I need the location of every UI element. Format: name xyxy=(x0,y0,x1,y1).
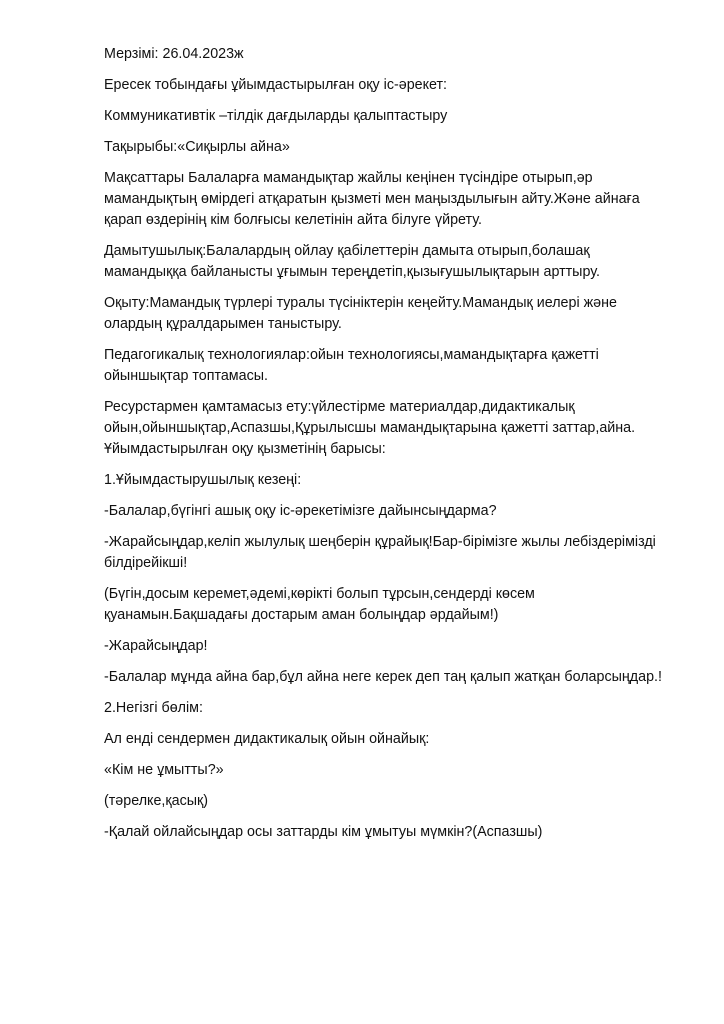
dialogue-line-5: -Балалар мұнда айна бар,бұл айна неге керек деп таң қалып жатқан боларсыңдар.! xyxy=(104,669,662,685)
lesson-topic: Тақырыбы:«Сиқырлы айна» xyxy=(104,139,290,155)
game-intro: Ал енді сендермен дидактикалық ойын ойнайық: xyxy=(104,731,430,747)
dialogue-line-2: -Жарайсыңдар,келіп жылулық шеңберін құрайық!Бар-бірімізге жылы лебіздерімізді білдірейікші! xyxy=(104,534,656,571)
teaching-paragraph: Оқыту:Мамандық түрлері туралы түсініктерін кеңейту.Мамандық иелері және олардың құралдарымен таныстыру. xyxy=(104,295,617,332)
lesson-progress-heading: Ұйымдастырылған оқу қызметінің барысы: xyxy=(104,441,386,457)
game-title: «Кім не ұмытты?» xyxy=(104,762,224,778)
resources-paragraph: Ресурстармен қамтамасыз ету:үйлестірме материалдар,дидактикалық ойын,ойыншықтар,Аспазшы,Құрылысшы мамандықтарына қажетті заттар,айна. xyxy=(104,399,636,436)
dialogue-line-1: -Балалар,бүгінгі ашық оқу іс-әрекетімізге дайынсыңдарма? xyxy=(104,503,497,519)
developmental-paragraph: Дамытушылық:Балалардың ойлау қабілеттерін дамыта отырып,болашақ мамандыққа байланысты ұғымын тереңдетіп,қызығушылықтарын арттыру. xyxy=(104,243,600,280)
stage-one-heading: 1.Ұйымдастырушылық кезеңі: xyxy=(104,472,302,488)
date-line: Мерзімі: 26.04.2023ж xyxy=(104,46,244,62)
game-items: (тәрелке,қасық) xyxy=(104,793,209,809)
dialogue-line-4: -Жарайсыңдар! xyxy=(104,638,208,654)
game-question: -Қалай ойлайсыңдар осы заттарды кім ұмытуы мүмкін?(Аспазшы) xyxy=(104,824,543,840)
document-body xyxy=(104,44,664,853)
stage-two-heading: 2.Негізгі бөлім: xyxy=(104,700,203,716)
goals-paragraph: Мақсаттары Балаларға мамандықтар жайлы кеңінен түсіндіре отырып,әр мамандықтың өмірдегі атқаратын қызметі мен маңыздылығын айту.Және айнаға қарап өздерінің кім болғысы келетінін айта білуге үйрету. xyxy=(104,170,640,228)
dialogue-line-3: (Бүгін,досым керемет,әдемі,көрікті болып тұрсын,сендерді көсем қуанамын.Бақшадағы достарым аман болыңдар әрдайым!) xyxy=(104,586,535,623)
subject-area: Коммуникативтік –тілдік дағдыларды қалыптастыру xyxy=(104,108,448,124)
technologies-paragraph: Педагогикалық технологиялар:ойын технологиясы,мамандықтарға қажетті ойыншықтар топтамасы. xyxy=(104,347,599,384)
activity-type: Ересек тобындағы ұйымдастырылған оқу іс-әрекет: xyxy=(104,77,448,93)
